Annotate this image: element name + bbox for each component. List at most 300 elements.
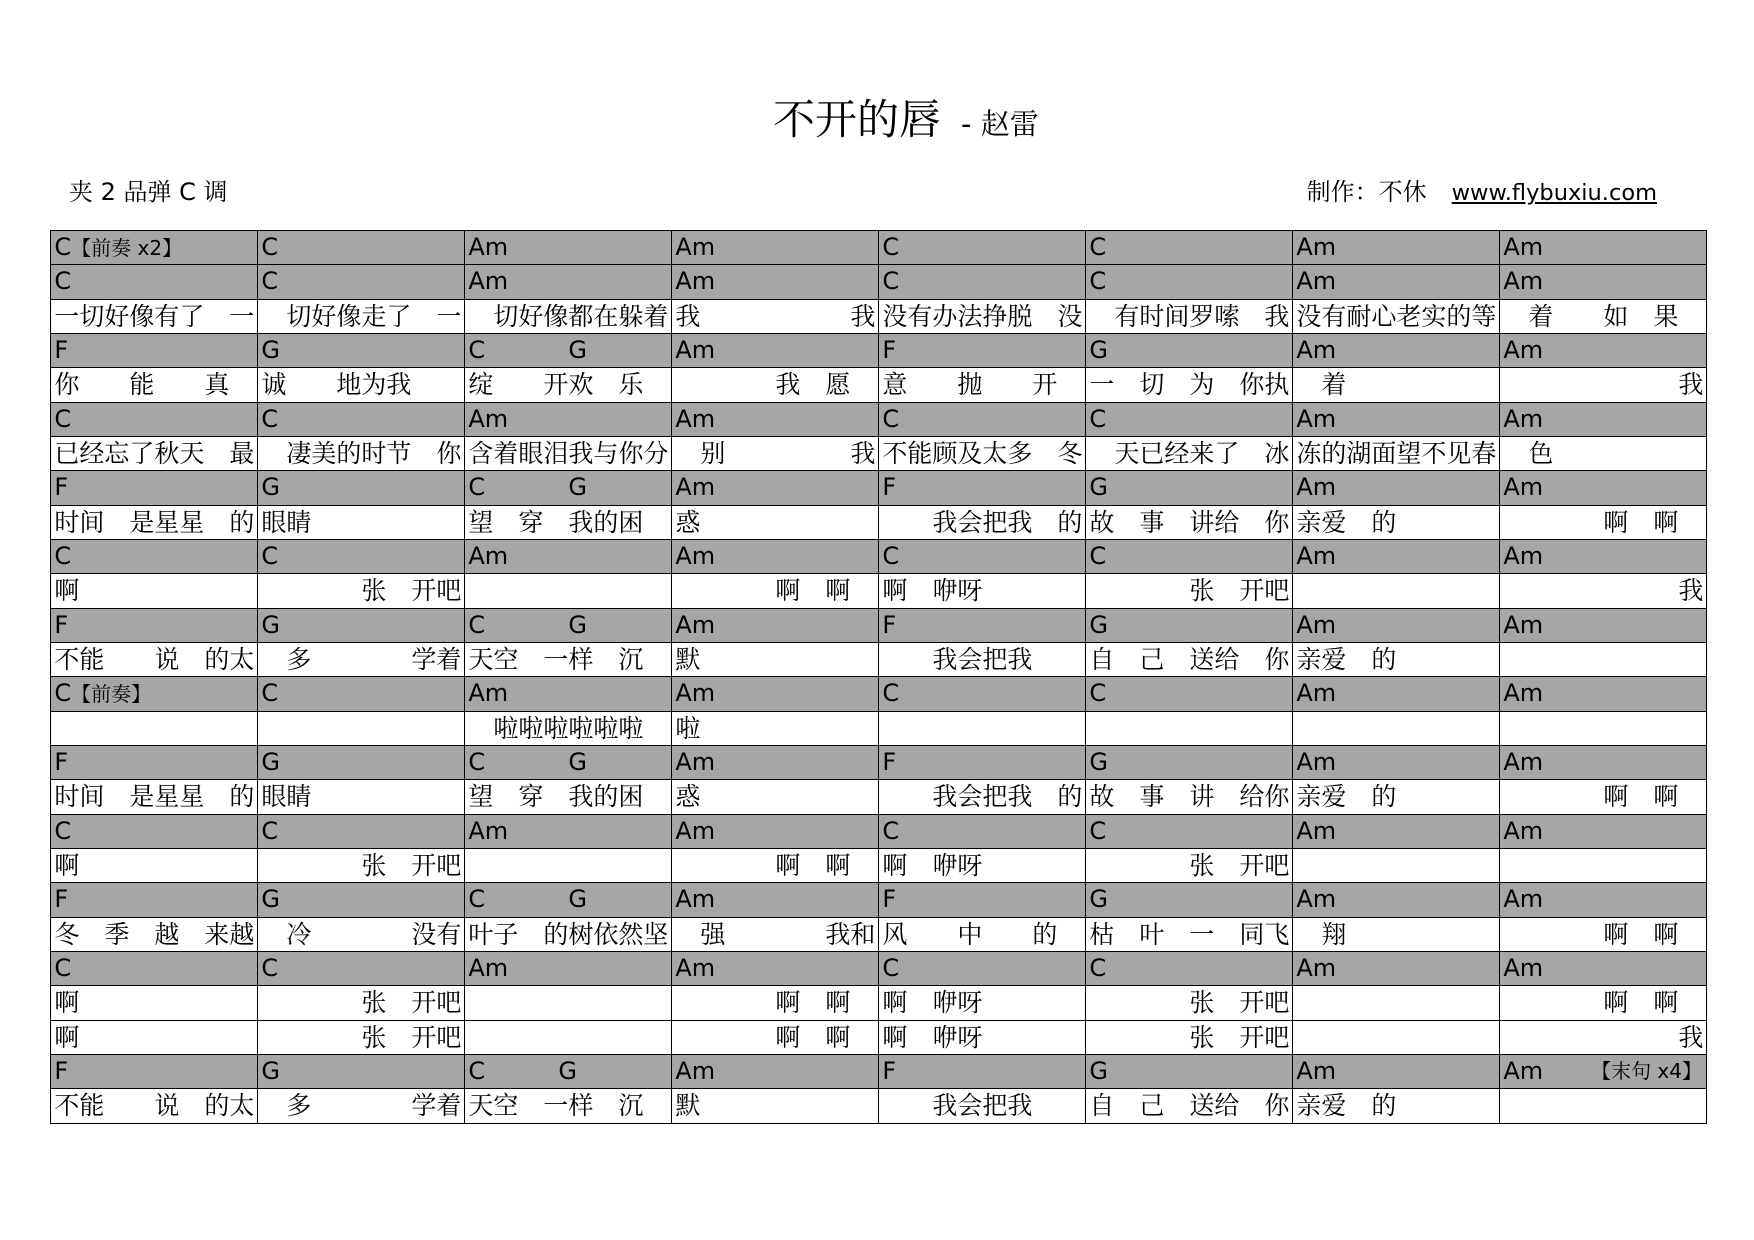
bar-cell bbox=[1086, 471, 1293, 505]
lyric-text: 诚 bbox=[261, 370, 287, 400]
chord-label: C bbox=[54, 816, 72, 845]
bar-cell bbox=[672, 574, 879, 608]
lyric-text: 我会把我 bbox=[932, 644, 1033, 674]
bar-cell bbox=[1500, 952, 1707, 986]
lyric-text: 啊 bbox=[882, 850, 908, 880]
lyric-text: 一 bbox=[1089, 370, 1115, 400]
lyric-text: 张 bbox=[1189, 988, 1215, 1018]
bar-cell bbox=[1500, 643, 1707, 677]
chord-with-note bbox=[54, 231, 182, 265]
bar-cell bbox=[1086, 746, 1293, 780]
lyric-row bbox=[51, 643, 1707, 677]
chord-label: Am bbox=[1503, 747, 1544, 776]
bar-cell bbox=[879, 849, 1086, 883]
chord-label: Am bbox=[675, 473, 716, 502]
lyric-row bbox=[51, 574, 1707, 608]
chord-label: Am bbox=[675, 747, 716, 776]
chord-label: Am bbox=[675, 541, 716, 570]
chord-label: G bbox=[1089, 1056, 1108, 1085]
chord-label: G bbox=[568, 885, 587, 914]
lyric-text: 讲 bbox=[1189, 782, 1215, 812]
lyric-text: 没 bbox=[1057, 301, 1083, 331]
chord-label: Am bbox=[1503, 267, 1544, 296]
chord-label: Am bbox=[1296, 747, 1337, 776]
bar-cell bbox=[1086, 780, 1293, 814]
lyric-text: 愿 bbox=[825, 370, 851, 400]
lyric-text: 故 bbox=[1089, 507, 1115, 537]
lyric-text: 张 bbox=[361, 988, 387, 1018]
lyric-text: 的树依然坚 bbox=[543, 919, 669, 949]
bar-cell bbox=[1293, 643, 1500, 677]
bar-cell bbox=[1086, 265, 1293, 299]
lyric-text: 送给 bbox=[1189, 644, 1240, 674]
bar-cell bbox=[1086, 712, 1293, 746]
bar-cell bbox=[1500, 1021, 1707, 1055]
lyric-text: 强 bbox=[700, 919, 726, 949]
bar-cell bbox=[879, 300, 1086, 334]
chord-label: G bbox=[1089, 885, 1108, 914]
bar-cell bbox=[1086, 1021, 1293, 1055]
lyric-text: 己 bbox=[1139, 1091, 1165, 1121]
bar-cell bbox=[672, 1055, 879, 1089]
lyric-text: 冻的湖面望不见春 bbox=[1296, 438, 1497, 468]
lyric-row bbox=[51, 368, 1707, 402]
lyric-text: 啦啦啦啦啦啦 bbox=[493, 713, 644, 743]
bar-cell bbox=[1500, 815, 1707, 849]
bar-cell bbox=[879, 231, 1086, 265]
chord-row bbox=[51, 265, 1707, 299]
lyric-text: 的 bbox=[1057, 507, 1083, 537]
bar-cell bbox=[879, 1089, 1086, 1123]
bar-cell bbox=[465, 643, 672, 677]
lyric-text: 啊 bbox=[882, 1022, 908, 1052]
lyric-text: 能 bbox=[129, 370, 155, 400]
chord-label: Am bbox=[1296, 953, 1337, 982]
lyric-text: 开 bbox=[1032, 370, 1058, 400]
bar-cell bbox=[465, 677, 672, 711]
lyric-text: 别 bbox=[700, 438, 726, 468]
chord-label: C bbox=[882, 404, 900, 433]
lyric-text: 默 bbox=[675, 644, 701, 674]
lyric-text: 的太 bbox=[204, 644, 255, 674]
lyric-text: 你 bbox=[1264, 1091, 1290, 1121]
lyric-row bbox=[51, 506, 1707, 540]
chord-label: Am bbox=[468, 233, 509, 261]
bar-cell bbox=[465, 368, 672, 402]
lyric-text: 乐 bbox=[618, 370, 644, 400]
bar-cell bbox=[465, 918, 672, 952]
bar-cell bbox=[1500, 265, 1707, 299]
bar-cell bbox=[1293, 265, 1500, 299]
bar-cell bbox=[1293, 883, 1500, 917]
chord-label: Am bbox=[1296, 404, 1337, 433]
lyric-row bbox=[51, 1021, 1707, 1055]
chord-label: C bbox=[1089, 679, 1107, 708]
bar-cell bbox=[465, 1021, 672, 1055]
lyric-text: 抛 bbox=[957, 370, 983, 400]
bar-cell bbox=[672, 300, 879, 334]
bar-cell bbox=[1086, 300, 1293, 334]
chord-label: C bbox=[1089, 233, 1107, 261]
lyric-text: 凄美的时节 bbox=[286, 438, 412, 468]
chord-label: G bbox=[1089, 335, 1108, 364]
lyric-text: 叶子 bbox=[468, 919, 519, 949]
chord-label: C bbox=[1089, 953, 1107, 982]
capo-info: 夹 2 品弹 C 调 bbox=[69, 178, 228, 206]
lyric-text: 学着 bbox=[411, 1091, 462, 1121]
bar-cell bbox=[465, 712, 672, 746]
lyric-text: 咿呀 bbox=[932, 988, 983, 1018]
bar-cell bbox=[1293, 368, 1500, 402]
chord-label: C bbox=[882, 233, 900, 261]
lyric-text: 沉 bbox=[618, 1091, 644, 1121]
chord-row bbox=[51, 540, 1707, 574]
lyric-text: 我和 bbox=[825, 919, 876, 949]
chord-row bbox=[51, 609, 1707, 643]
chord-label: G bbox=[568, 610, 587, 639]
chord-label: Am bbox=[1296, 679, 1337, 708]
chord-label: G bbox=[1089, 473, 1108, 502]
lyric-text: 咿呀 bbox=[932, 850, 983, 880]
chord-label: F bbox=[882, 335, 897, 364]
bar-cell bbox=[879, 437, 1086, 471]
chord-label: Am bbox=[1503, 816, 1544, 845]
bar-cell bbox=[879, 643, 1086, 677]
lyric-text: 地为我 bbox=[336, 370, 412, 400]
bar-cell bbox=[465, 849, 672, 883]
lyric-text: 我的困 bbox=[568, 782, 644, 812]
bar-cell bbox=[51, 986, 258, 1020]
bar-cell bbox=[1293, 574, 1500, 608]
bar-cell bbox=[51, 746, 258, 780]
bar-cell bbox=[1500, 849, 1707, 883]
bar-cell bbox=[465, 1089, 672, 1123]
chord-label: Am bbox=[1296, 335, 1337, 364]
lyric-text: 切好像走了 bbox=[286, 301, 412, 331]
lyric-text: 没有耐心老实的等 bbox=[1296, 301, 1497, 331]
lyric-text: 穿 bbox=[518, 507, 544, 537]
lyric-text: 啊 bbox=[775, 850, 801, 880]
chord-label: Am bbox=[1503, 473, 1544, 502]
bar-cell bbox=[672, 780, 879, 814]
chord-label: F bbox=[882, 610, 897, 639]
bar-cell bbox=[258, 986, 465, 1020]
bar-cell bbox=[879, 986, 1086, 1020]
bar-cell bbox=[879, 780, 1086, 814]
lyric-text: 啊 bbox=[54, 988, 80, 1018]
lyric-text: 色 bbox=[1528, 438, 1554, 468]
chord-label: G bbox=[261, 473, 280, 502]
lyric-text: 惑 bbox=[675, 782, 701, 812]
bar-cell bbox=[1293, 1055, 1500, 1089]
lyric-text: 不能顾及太多 bbox=[882, 438, 1033, 468]
bar-cell bbox=[879, 815, 1086, 849]
bar-cell bbox=[465, 746, 672, 780]
lyric-text: 啊 bbox=[1603, 507, 1629, 537]
lyric-text: 来越 bbox=[204, 919, 255, 949]
lyric-text: 一样 bbox=[543, 644, 594, 674]
bar-cell bbox=[258, 540, 465, 574]
bar-cell bbox=[1086, 506, 1293, 540]
lyric-text: 说 bbox=[154, 644, 180, 674]
website-link[interactable]: www.flybuxiu.com bbox=[1451, 180, 1657, 206]
chord-label: Am bbox=[1296, 885, 1337, 914]
bar-cell bbox=[465, 300, 672, 334]
song-header bbox=[773, 95, 1039, 145]
lyric-text: 送给 bbox=[1189, 1091, 1240, 1121]
bar-cell bbox=[51, 540, 258, 574]
bar-cell bbox=[465, 815, 672, 849]
bar-cell bbox=[51, 1055, 258, 1089]
lyric-text: 果 bbox=[1653, 301, 1679, 331]
lyric-text: 啊 bbox=[775, 988, 801, 1018]
bar-cell bbox=[879, 918, 1086, 952]
lyric-text: 啊 bbox=[1653, 782, 1679, 812]
bar-cell bbox=[672, 609, 879, 643]
bar-cell bbox=[51, 265, 258, 299]
chord-label: F bbox=[882, 1056, 897, 1085]
bar-cell bbox=[1086, 815, 1293, 849]
bar-cell bbox=[51, 403, 258, 437]
lyric-text: 含着眼泪我与你分 bbox=[468, 438, 669, 468]
lyric-text: 天已经来了 bbox=[1114, 438, 1240, 468]
bar-cell bbox=[672, 1021, 879, 1055]
bar-cell bbox=[258, 643, 465, 677]
lyric-text: 给你 bbox=[1239, 782, 1290, 812]
chord-label: Am bbox=[468, 816, 509, 845]
bar-cell bbox=[879, 952, 1086, 986]
lyric-text: 没有办法挣脱 bbox=[882, 301, 1033, 331]
lyric-text: 的 bbox=[1371, 1091, 1397, 1121]
lyric-text: 天空 bbox=[468, 1091, 519, 1121]
lyric-text: 啊 bbox=[54, 850, 80, 880]
bar-cell bbox=[879, 540, 1086, 574]
bar-cell bbox=[258, 437, 465, 471]
chord-label: G bbox=[568, 473, 587, 502]
lyric-text: 咿呀 bbox=[932, 576, 983, 606]
lyric-text: 我 bbox=[775, 370, 801, 400]
lyric-text: 自 bbox=[1089, 644, 1115, 674]
lyric-text: 你 bbox=[1264, 644, 1290, 674]
bar-cell bbox=[258, 609, 465, 643]
bar-cell bbox=[258, 780, 465, 814]
chord-label: Am bbox=[675, 679, 716, 708]
lyric-row bbox=[51, 437, 1707, 471]
bar-cell bbox=[879, 403, 1086, 437]
chord-label: C bbox=[261, 267, 279, 296]
chord-label: Am bbox=[1296, 1056, 1337, 1085]
bar-cell bbox=[879, 265, 1086, 299]
bar-cell bbox=[1086, 368, 1293, 402]
bar-cell bbox=[879, 574, 1086, 608]
lyric-text: 的 bbox=[1371, 644, 1397, 674]
chord-label: Am bbox=[468, 267, 509, 296]
lyric-text: 着 bbox=[1528, 301, 1554, 331]
bar-cell bbox=[258, 265, 465, 299]
bar-cell bbox=[258, 1055, 465, 1089]
bar-cell bbox=[1500, 1089, 1707, 1123]
bar-cell bbox=[1500, 986, 1707, 1020]
chord-label: G bbox=[568, 747, 587, 776]
lyric-text: 我 bbox=[1678, 370, 1704, 400]
chord-label: Am bbox=[675, 610, 716, 639]
bar-cell bbox=[672, 883, 879, 917]
bar-cell bbox=[1293, 300, 1500, 334]
bar-cell bbox=[465, 574, 672, 608]
lyric-text: 我 bbox=[1678, 576, 1704, 606]
bar-cell bbox=[258, 471, 465, 505]
bar-cell bbox=[51, 712, 258, 746]
bar-cell bbox=[1500, 883, 1707, 917]
lyric-text: 啦 bbox=[675, 713, 701, 743]
lyric-text: 我的困 bbox=[568, 507, 644, 537]
chord-label: C bbox=[882, 953, 900, 982]
chord-label: Am bbox=[675, 404, 716, 433]
lyric-text: 你 bbox=[1264, 507, 1290, 537]
bar-cell bbox=[672, 746, 879, 780]
lyric-text: 的 bbox=[229, 507, 255, 537]
bar-cell bbox=[51, 471, 258, 505]
bar-cell bbox=[51, 815, 258, 849]
bar-cell bbox=[1293, 1089, 1500, 1123]
lyric-text: 我 bbox=[1264, 301, 1290, 331]
bar-cell bbox=[879, 368, 1086, 402]
lyric-text: 冬 bbox=[1057, 438, 1083, 468]
bar-cell bbox=[465, 471, 672, 505]
chord-label: C bbox=[468, 747, 486, 776]
lyric-text: 张 bbox=[1189, 850, 1215, 880]
lyric-text: 事 bbox=[1139, 507, 1165, 537]
chord-label: C bbox=[468, 1056, 486, 1085]
chord-label: Am bbox=[1503, 233, 1544, 261]
chord-label: Am bbox=[1503, 679, 1544, 708]
chord-label: Am bbox=[675, 885, 716, 914]
bar-cell bbox=[672, 849, 879, 883]
lyric-text: 一 bbox=[229, 301, 255, 331]
lyric-text: 开吧 bbox=[411, 988, 462, 1018]
bar-cell bbox=[879, 1055, 1086, 1089]
lyric-text: 叶 bbox=[1139, 919, 1165, 949]
lyric-row bbox=[51, 849, 1707, 883]
lyric-text: 真 bbox=[204, 370, 230, 400]
chord-label: Am bbox=[1503, 1056, 1544, 1085]
bar-cell bbox=[1293, 506, 1500, 540]
bar-cell bbox=[1500, 368, 1707, 402]
chord-row bbox=[51, 815, 1707, 849]
lyric-text: 你 bbox=[436, 438, 462, 468]
lyric-text: 啊 bbox=[882, 988, 908, 1018]
bar-cell bbox=[672, 952, 879, 986]
bar-cell bbox=[465, 780, 672, 814]
credit-block bbox=[1307, 176, 1657, 209]
section-note: 【前奏】 bbox=[71, 682, 152, 707]
bar-cell bbox=[1500, 471, 1707, 505]
bar-cell bbox=[672, 231, 879, 265]
bar-cell bbox=[258, 300, 465, 334]
lyric-text: 不能 bbox=[54, 1091, 105, 1121]
bar-cell bbox=[1500, 403, 1707, 437]
chord-label: C bbox=[54, 541, 72, 570]
chord-label: C bbox=[1089, 404, 1107, 433]
credit-text: 制作：不休 bbox=[1306, 178, 1427, 206]
chord-label: G bbox=[261, 1056, 280, 1085]
bar-cell bbox=[1293, 403, 1500, 437]
chord-label: F bbox=[54, 335, 69, 364]
bar-cell bbox=[672, 1089, 879, 1123]
lyric-text: 我 bbox=[675, 301, 701, 331]
bar-cell bbox=[1500, 437, 1707, 471]
lyric-text: 开吧 bbox=[1239, 850, 1290, 880]
bar-cell bbox=[51, 574, 258, 608]
bar-cell bbox=[258, 815, 465, 849]
lyric-text: 我会把我 bbox=[932, 507, 1033, 537]
bar-cell bbox=[465, 952, 672, 986]
lyric-text: 开欢 bbox=[543, 370, 594, 400]
chord-label: Am bbox=[1296, 816, 1337, 845]
chord-label: C bbox=[468, 335, 486, 364]
section-note: 【末句 x4】 bbox=[1591, 1058, 1702, 1083]
chord-label: F bbox=[54, 610, 69, 639]
bar-cell bbox=[672, 712, 879, 746]
bar-cell bbox=[1086, 403, 1293, 437]
bar-cell bbox=[51, 1021, 258, 1055]
bar-cell bbox=[51, 231, 258, 265]
lyric-text: 的 bbox=[1032, 919, 1058, 949]
bar-cell bbox=[51, 952, 258, 986]
bar-cell bbox=[1293, 437, 1500, 471]
lyric-row bbox=[51, 300, 1707, 334]
lyric-text: 啊 bbox=[1653, 507, 1679, 537]
chord-label: G bbox=[261, 335, 280, 364]
lyric-text: 啊 bbox=[1653, 988, 1679, 1018]
lyric-text: 啊 bbox=[1603, 782, 1629, 812]
bar-cell bbox=[51, 506, 258, 540]
lyric-text: 是星星 bbox=[129, 507, 205, 537]
lyric-text: 时间 bbox=[54, 782, 105, 812]
chord-sheet bbox=[50, 230, 1707, 1124]
bar-cell bbox=[672, 677, 879, 711]
lyric-text: 天空 bbox=[468, 644, 519, 674]
section-note: 【前奏 x2】 bbox=[71, 236, 183, 260]
lyric-text: 已经忘了秋天 bbox=[54, 438, 205, 468]
bar-cell bbox=[51, 1089, 258, 1123]
bar-cell bbox=[258, 1021, 465, 1055]
chord-label: G bbox=[1089, 747, 1108, 776]
bar-cell bbox=[465, 540, 672, 574]
lyric-text: 张 bbox=[361, 576, 387, 606]
chord-label: Am bbox=[675, 233, 716, 261]
lyric-text: 没有 bbox=[411, 919, 462, 949]
bar-cell bbox=[465, 403, 672, 437]
bar-cell bbox=[258, 918, 465, 952]
chord-label: Am bbox=[675, 816, 716, 845]
bar-cell bbox=[1500, 780, 1707, 814]
chord-label: Am bbox=[1503, 885, 1544, 914]
chord-label: Am bbox=[468, 404, 509, 433]
bar-cell bbox=[51, 677, 258, 711]
bar-cell bbox=[1500, 540, 1707, 574]
lyric-text: 开吧 bbox=[1239, 988, 1290, 1018]
bar-cell bbox=[1086, 574, 1293, 608]
bar-cell bbox=[1500, 231, 1707, 265]
bar-cell bbox=[1293, 231, 1500, 265]
chord-label: Am bbox=[468, 953, 509, 982]
chord-label: F bbox=[882, 747, 897, 776]
chord-label: C bbox=[882, 267, 900, 296]
lyric-text: 开吧 bbox=[1239, 1022, 1290, 1052]
bar-cell bbox=[672, 643, 879, 677]
lyric-text: 不能 bbox=[54, 644, 105, 674]
